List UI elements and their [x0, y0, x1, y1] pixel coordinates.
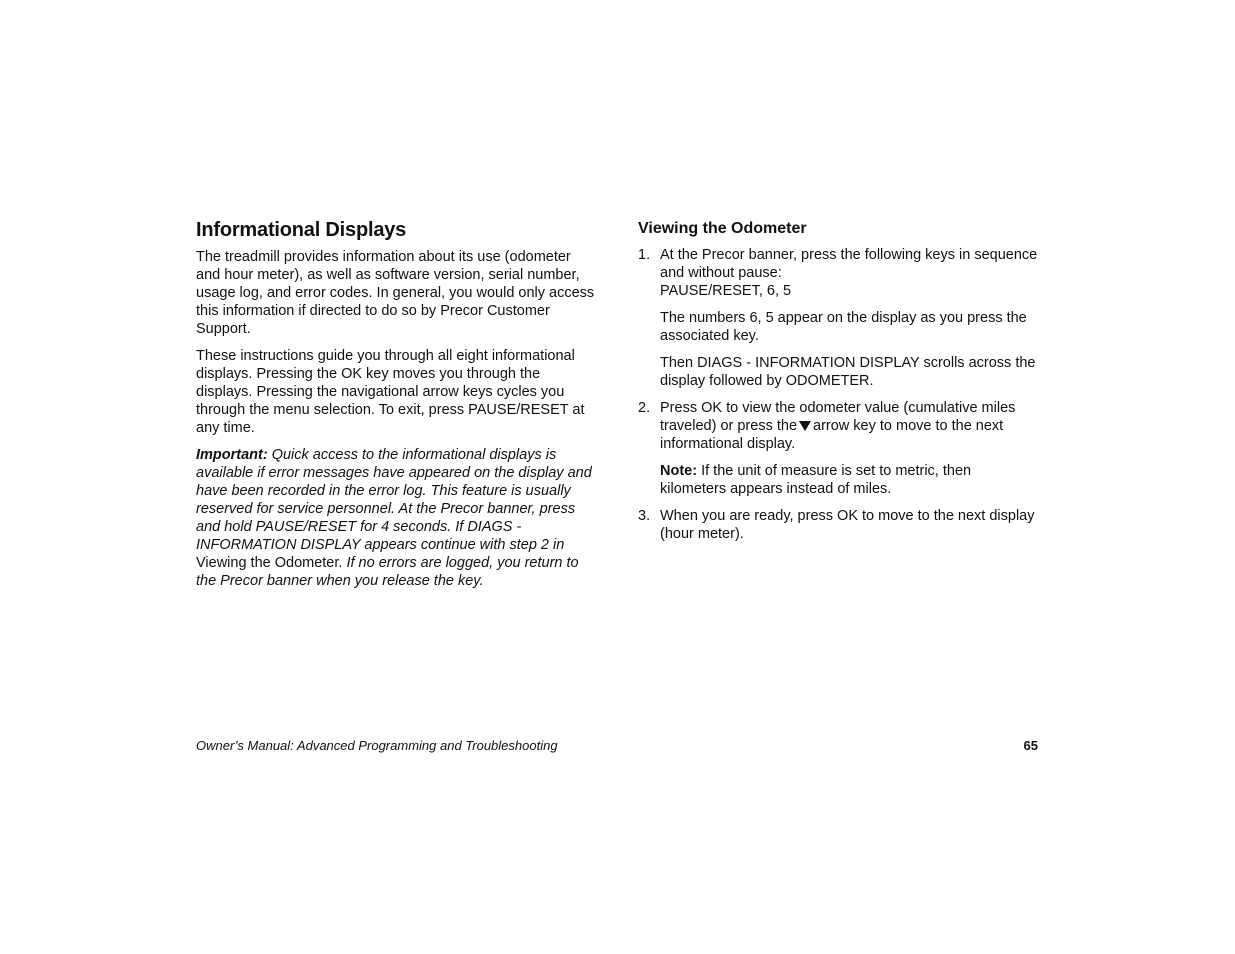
left-column — [196, 218, 598, 599]
important-text-end: If no errors are logged, you return to the Precor banner when you release the key. — [196, 555, 579, 589]
step-2-instruction: Press OK to view the odometer value (cumulative miles traveled) or press the — [660, 400, 1016, 434]
right-column — [638, 218, 1040, 552]
page-footer — [196, 737, 1038, 755]
step-text: When you are ready, press OK to move to the next display (hour meter). — [660, 508, 1035, 542]
note-paragraph — [660, 462, 1040, 498]
step-2-instruction-end: arrow key to move to the next informational display. — [660, 418, 1004, 452]
step-1-instruction: At the Precor banner, press the following keys in sequence and without pause: — [660, 247, 1038, 281]
subsection-heading: Viewing the Odometer — [638, 220, 807, 237]
key-sequence: PAUSE/RESET, 6, 5 — [660, 283, 792, 299]
step-3 — [638, 507, 1040, 543]
step-text — [660, 246, 1040, 300]
instructions-paragraph: These instructions guide you through all eight informational displays. Pressing the OK key moves you through the displays. Pressing the navigational arrow keys cycles you through the menu selection. To exit, press PAUSE/RESET at any time. — [196, 348, 585, 436]
step-1-detail: The numbers 6, 5 appear on the display as you press the associated key. — [660, 310, 1027, 344]
cross-reference: Viewing the Odometer. — [196, 555, 343, 571]
note-label: Note: — [660, 463, 698, 479]
intro-paragraph: The treadmill provides information about its use (odometer and hour meter), as well as software version, serial number, usage log, and error codes. In general, you would only access this information if directed to do so by Precor Customer Support. — [196, 249, 595, 337]
step-1 — [638, 246, 1040, 390]
step-number: 2. — [638, 400, 651, 416]
important-label: Important: — [196, 447, 268, 463]
step-1-result: Then DIAGS - INFORMATION DISPLAY scrolls across the display followed by ODOMETER. — [660, 355, 1036, 389]
footer-title: Owner’s Manual: Advanced Programming and Troubleshooting — [196, 738, 558, 753]
step-number: 1. — [638, 247, 651, 263]
page-number: 65 — [1023, 738, 1038, 753]
section-heading: Informational Displays — [196, 219, 407, 241]
important-text: Quick access to the informational displays is available if error messages have appeared on the display and have been recorded in the error log. This feature is usually reserved for service personnel. At the Precor banner, press and hold PAUSE/RESET for 4 seconds. If DIAGS - INFORMATION DISPLAY appears continue with step 2 in — [196, 447, 592, 553]
note-text: If the unit of measure is set to metric, then kilometers appears instead of miles. — [660, 463, 972, 497]
step-2 — [638, 399, 1040, 498]
step-text — [660, 399, 1040, 453]
down-arrow-icon — [799, 421, 811, 431]
important-paragraph — [196, 446, 598, 590]
step-number: 3. — [638, 508, 651, 524]
